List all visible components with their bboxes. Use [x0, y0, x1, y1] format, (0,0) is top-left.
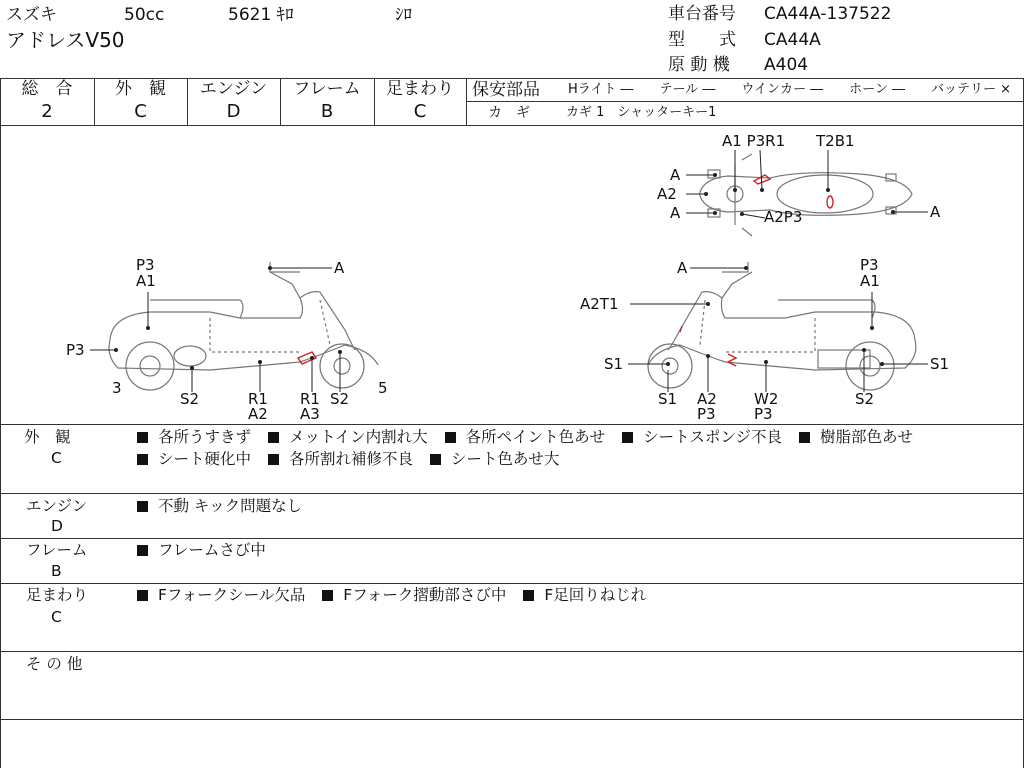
grade-header-overall: 総 合 — [21, 79, 73, 99]
remark-grade-suspension: C — [51, 608, 62, 626]
remark-grade-engine: D — [51, 517, 63, 535]
remark-suspension-line-1: Fフォークシール欠品 Fフォーク摺動部さび中 F足回りねじれ — [137, 588, 646, 604]
remark-grade-exterior: C — [51, 449, 62, 467]
left-label: A — [334, 259, 345, 277]
top-label: A2 — [657, 185, 677, 203]
left-label: S2 — [330, 390, 350, 408]
top-label: A — [670, 166, 681, 184]
remark-label-other: そ の 他 — [26, 655, 83, 673]
safety-parts-label: 保安部品 — [472, 80, 540, 100]
maker: スズキ — [6, 5, 57, 25]
grade-header-exterior: 外 観 — [115, 79, 166, 99]
left-label: P3 — [66, 341, 85, 359]
grade-value-frame: B — [320, 101, 334, 122]
grade-value-overall: 2 — [41, 101, 53, 122]
damage-diagram — [0, 126, 1024, 424]
model-code-label: 型 式 — [668, 30, 736, 50]
remark-grade-frame: B — [51, 562, 62, 580]
grade-value-suspension: C — [413, 101, 427, 122]
remark-engine-line-1: 不動 キック問題なし — [137, 499, 302, 515]
left-label: A1 — [136, 272, 156, 290]
left-label: 3 — [112, 379, 122, 397]
frame-number-label: 車台番号 — [668, 4, 736, 24]
right-label: P3 — [860, 256, 879, 274]
remark-label-suspension: 足まわり — [26, 586, 89, 604]
grade-header-engine: エンジン — [199, 79, 268, 99]
mileage: 5621 ｷﾛ — [228, 5, 294, 25]
right-label: P3 — [697, 405, 716, 423]
left-label: P3 — [136, 256, 155, 274]
right-label: A1 — [860, 272, 880, 290]
scooter-top-view-drawing — [700, 154, 912, 236]
top-label: A — [930, 203, 941, 221]
right-label: P3 — [754, 405, 773, 423]
right-label: S2 — [855, 390, 875, 408]
remark-label-exterior: 外 観 — [24, 428, 71, 446]
remark-label-engine: エンジン — [26, 497, 88, 515]
remark-exterior-line-2: シート硬化中 各所割れ補修不良 シート色あせ大 — [137, 452, 559, 468]
grade-value-exterior: C — [134, 101, 147, 122]
body-color: ｼﾛ — [395, 5, 412, 25]
right-label: S1 — [930, 355, 950, 373]
safety-parts-items: Hライト ― テール ― ウインカー ― ホーン ― バッテリー × — [568, 82, 1012, 97]
frame-number: CA44A-137522 — [764, 4, 892, 24]
left-label: R1 — [248, 390, 268, 408]
displacement: 50cc — [124, 5, 165, 25]
top-label: T2B1 — [816, 132, 855, 150]
model-code: CA44A — [764, 30, 821, 50]
left-label: 5 — [378, 379, 388, 397]
right-label: W2 — [754, 390, 779, 408]
right-label: S1 — [604, 355, 624, 373]
left-label: R1 — [300, 390, 320, 408]
remark-exterior-line-1: 各所うすきず メットイン内割れ大 各所ペイント色あせ シートスポンジ不良 樹脂部色あせ — [137, 430, 913, 446]
left-label: A3 — [300, 405, 320, 423]
right-label: A2 — [697, 390, 717, 408]
right-label: S1 — [658, 390, 678, 408]
grade-header-frame: フレーム — [293, 79, 361, 99]
top-label: A2P3 — [764, 208, 803, 226]
right-label: A2T1 — [580, 295, 619, 313]
left-label: A2 — [248, 405, 268, 423]
left-label: S2 — [180, 390, 200, 408]
top-label: A1 P3R1 — [722, 132, 786, 150]
engine-code: A404 — [764, 55, 809, 75]
model-name: アドレスV50 — [6, 28, 125, 52]
key-value: カギ 1 シャッターキー1 — [566, 105, 717, 120]
top-label: A — [670, 204, 681, 222]
grade-value-engine: D — [226, 101, 241, 122]
grade-header-suspension: 足まわり — [386, 79, 454, 99]
key-label: カ ギ — [488, 105, 530, 121]
remark-label-frame: フレーム — [26, 541, 88, 559]
engine-code-label: 原 動 機 — [668, 55, 730, 75]
remark-frame-line-1: フレームさび中 — [137, 543, 266, 559]
right-label: A — [677, 259, 688, 277]
